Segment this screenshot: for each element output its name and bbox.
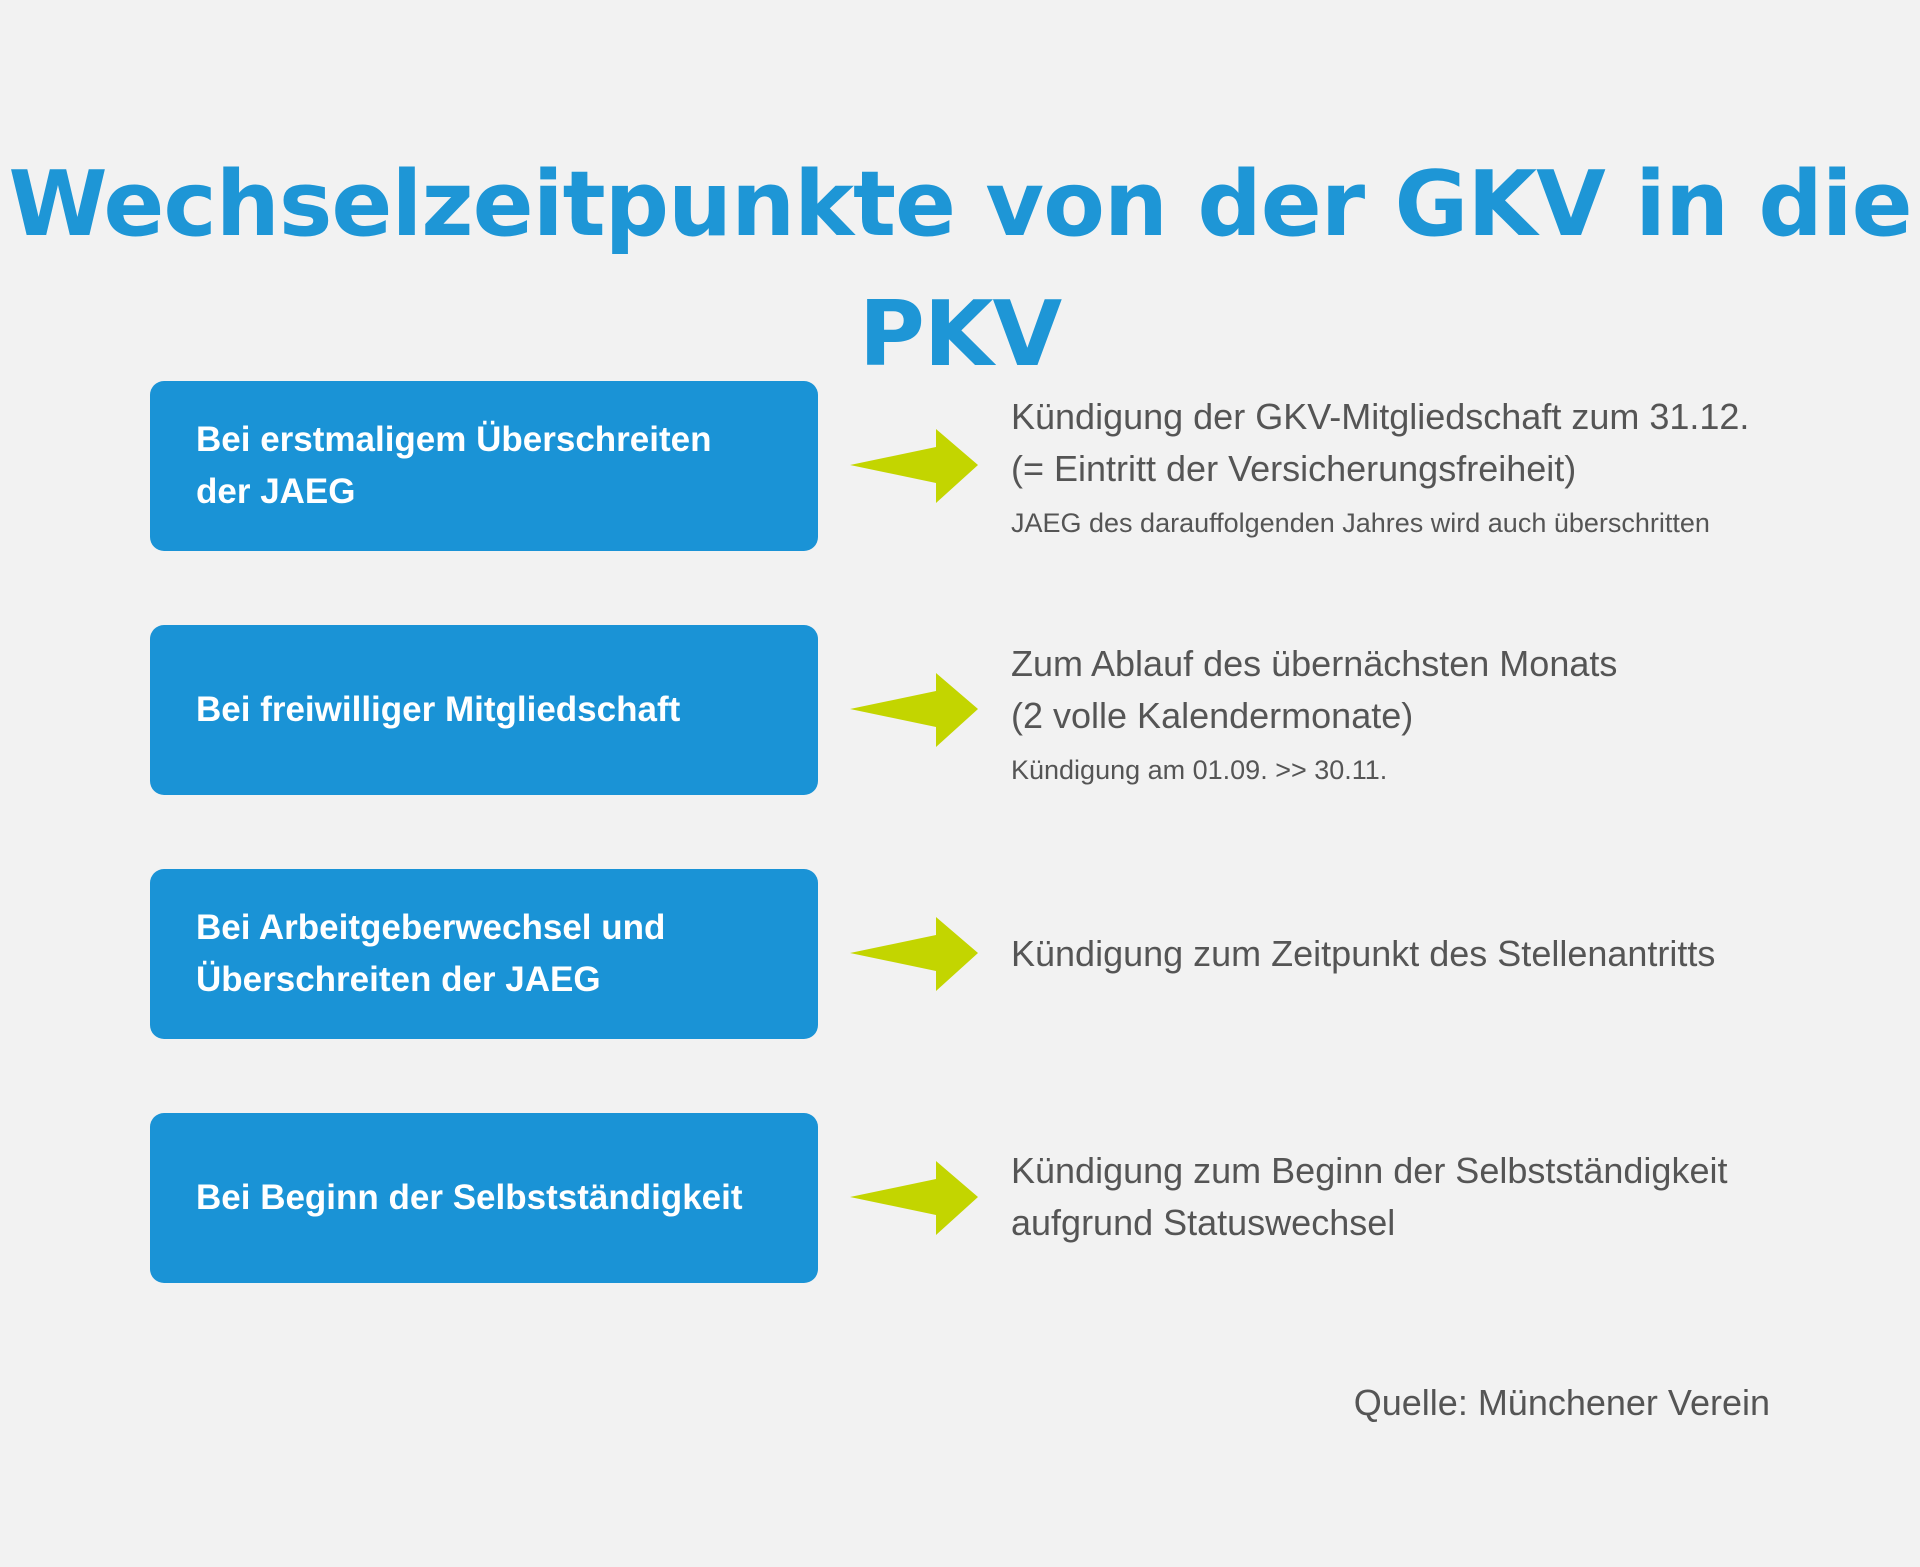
condition-box bbox=[150, 381, 818, 551]
result-note: Kündigung am 01.09. >> 30.11. bbox=[1011, 755, 1388, 785]
condition-box bbox=[150, 625, 818, 795]
condition-box bbox=[150, 869, 818, 1039]
result-main: Kündigung der GKV-Mitgliedschaft zum 31.12. (= Eintritt der Versicherungsfreiheit) bbox=[1011, 396, 1750, 489]
arrow-right-icon bbox=[850, 917, 978, 991]
condition-label: Bei erstmaligem Überschreiten der JAEG bbox=[196, 420, 712, 511]
row-voluntary-membership bbox=[0, 625, 1920, 795]
result-main: Kündigung zum Zeitpunkt des Stellenantritts bbox=[1011, 933, 1716, 974]
result-note: JAEG des darauffolgenden Jahres wird auch überschritten bbox=[1011, 508, 1710, 538]
arrow-right-icon bbox=[850, 673, 978, 747]
result-main: Kündigung zum Beginn der Selbstständigkeit aufgrund Statuswechsel bbox=[1011, 1150, 1728, 1243]
result-text bbox=[1011, 1113, 1891, 1283]
row-self-employment bbox=[0, 1113, 1920, 1283]
condition-label: Bei freiwilliger Mitgliedschaft bbox=[196, 690, 681, 729]
page-title: Wechselzeitpunkte von der GKV in die PKV bbox=[8, 152, 1912, 387]
result-text bbox=[1011, 381, 1891, 551]
source-note: Quelle: Münchener Verein bbox=[1353, 1382, 1770, 1423]
result-text bbox=[1011, 625, 1891, 795]
condition-box bbox=[150, 1113, 818, 1283]
row-employer-change bbox=[0, 869, 1920, 1039]
condition-label: Bei Arbeitgeberwechsel und Überschreiten der JAEG bbox=[196, 908, 666, 999]
arrow-right-icon bbox=[850, 429, 978, 503]
result-text bbox=[1011, 869, 1891, 1039]
condition-label: Bei Beginn der Selbstständigkeit bbox=[196, 1178, 743, 1217]
result-main: Zum Ablauf des übernächsten Monats (2 volle Kalendermonate) bbox=[1011, 643, 1618, 736]
row-first-exceeding bbox=[0, 381, 1920, 551]
arrow-right-icon bbox=[850, 1161, 978, 1235]
